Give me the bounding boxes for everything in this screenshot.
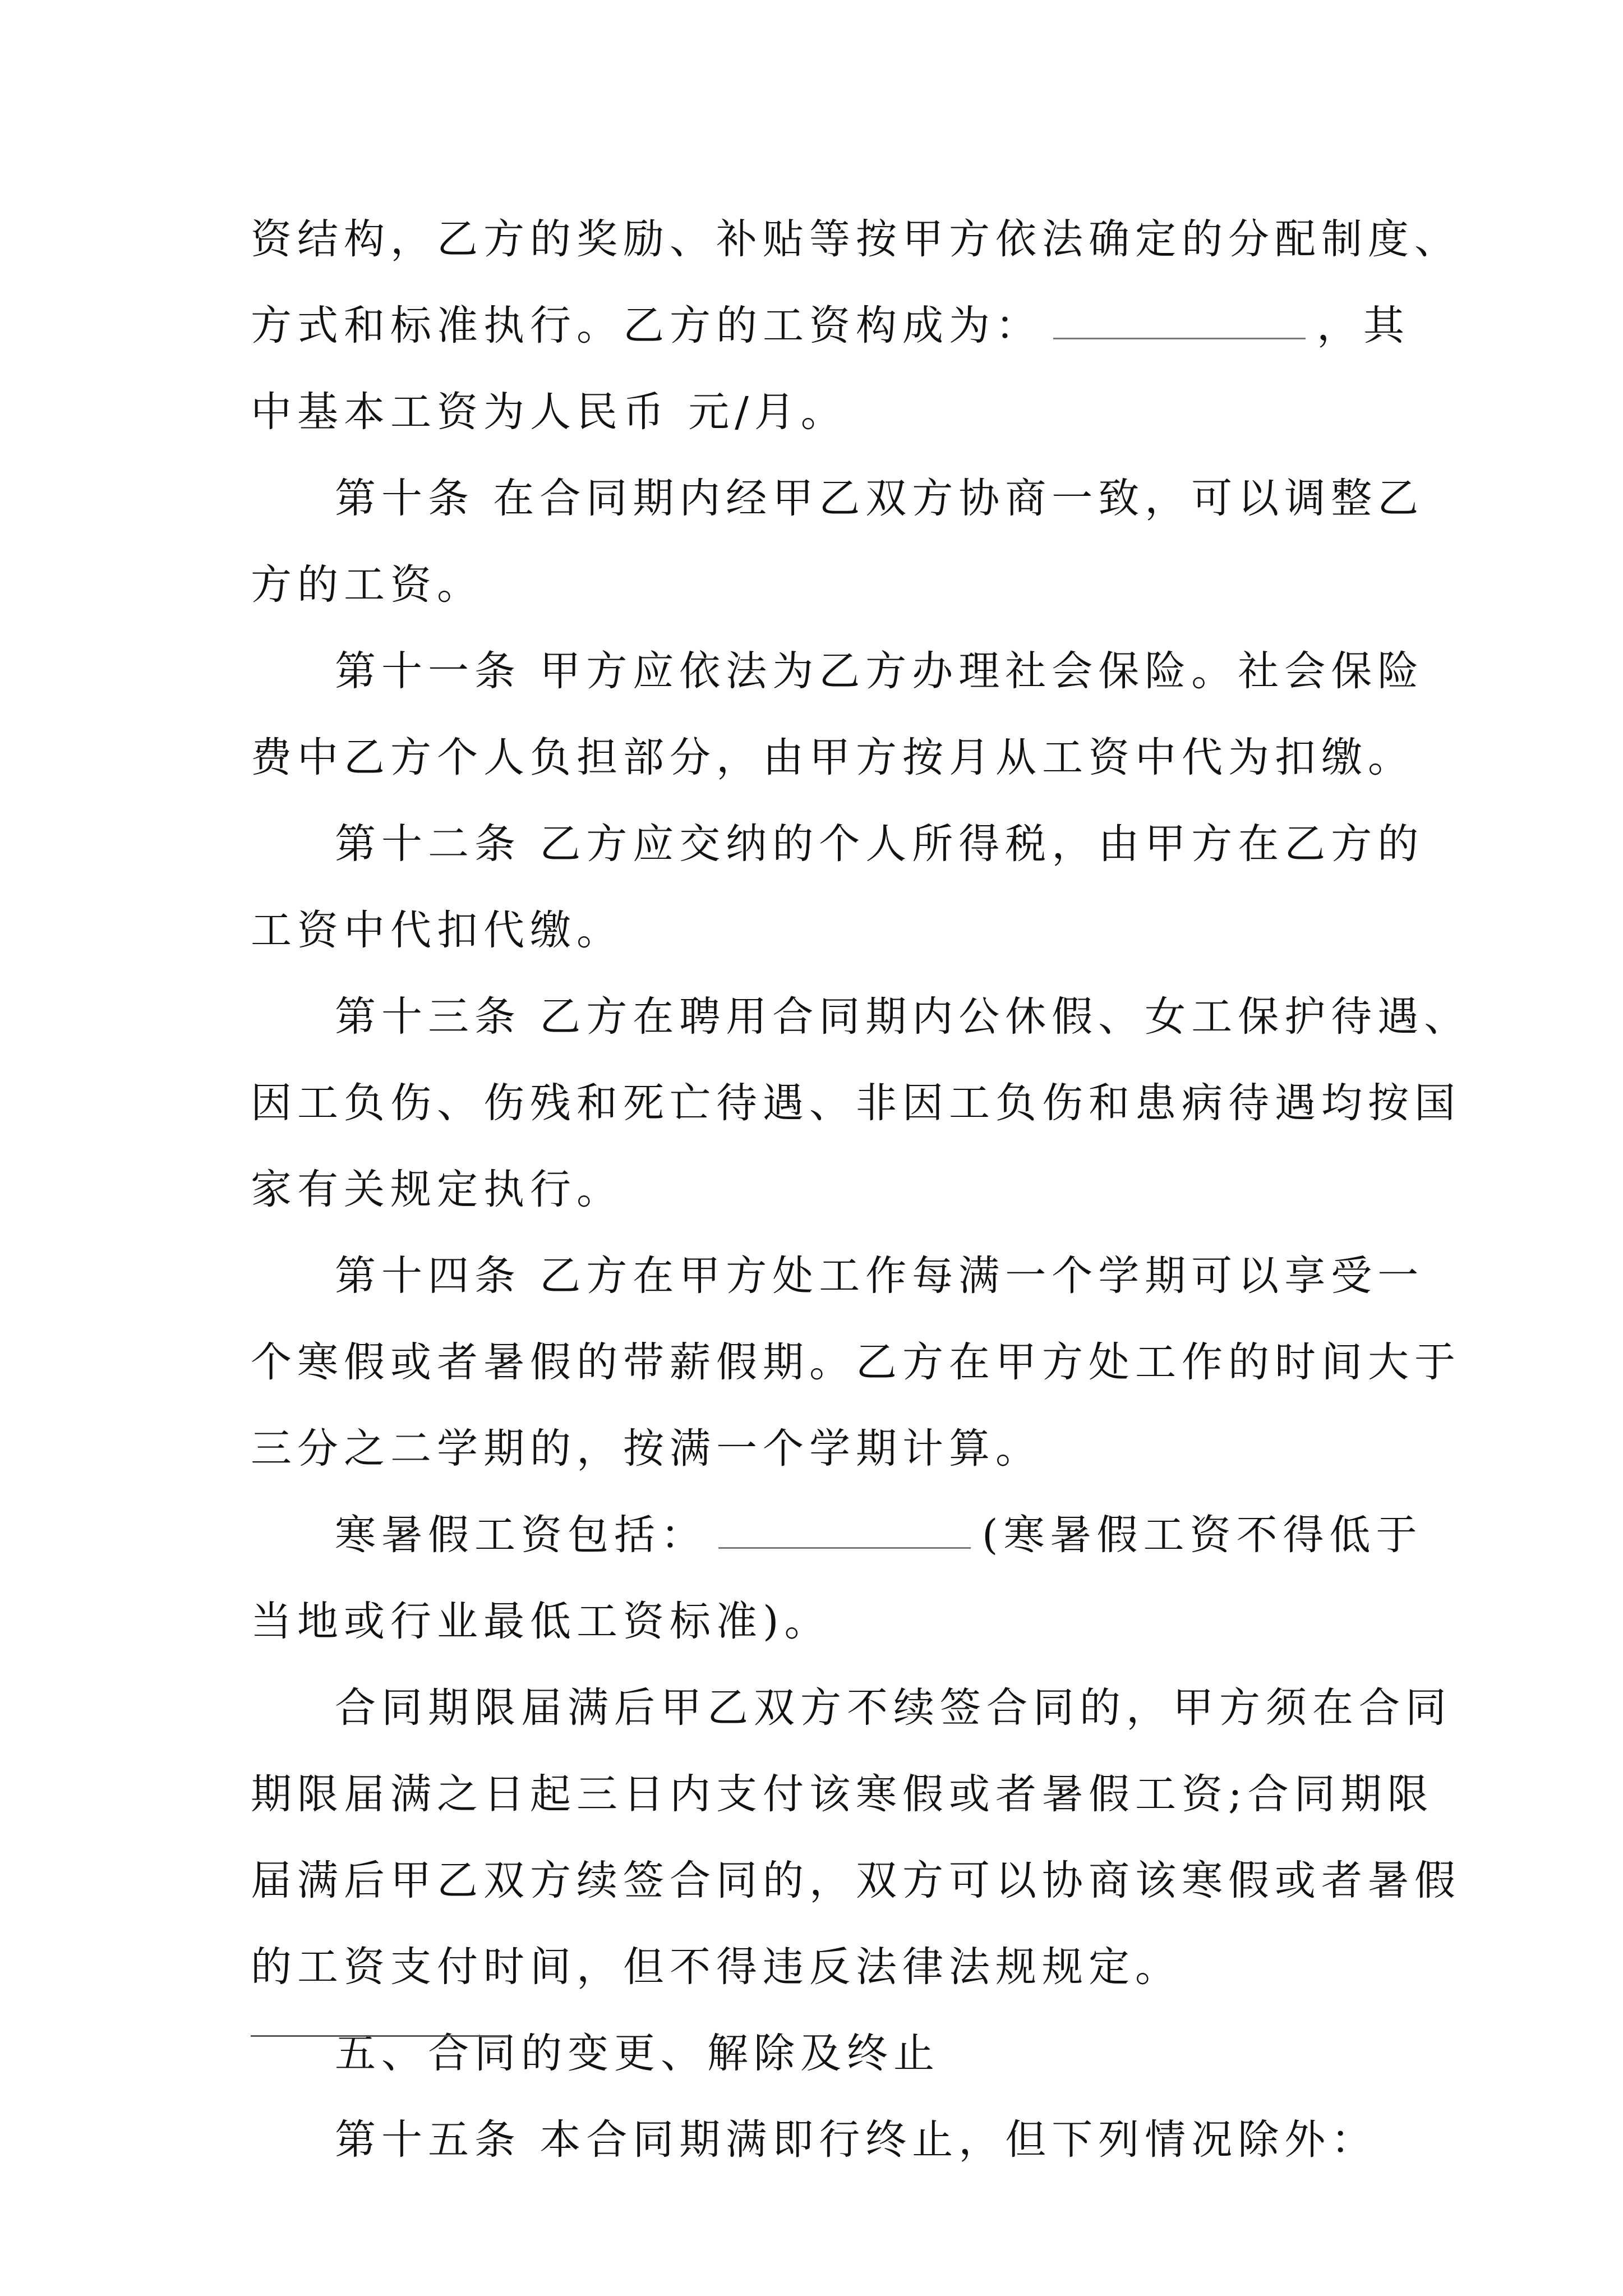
document-body <box>251 196 1471 2183</box>
line-text: 五、合同的变更、解除及终止 <box>335 2030 940 2077</box>
line-text: 方的工资。 <box>251 561 483 609</box>
line-text: 家有关规定执行。 <box>251 1166 623 1213</box>
text-line <box>251 1838 1461 1924</box>
text-line <box>251 1492 1423 1579</box>
line-text: 个寒假或者暑假的带薪假期。乙方在甲方处工作的时间大于 <box>251 1338 1461 1386</box>
line-text: 当地或行业最低工资标准)。 <box>251 1598 831 1645</box>
text-line <box>251 283 1410 369</box>
text-line <box>251 1924 1406 2010</box>
line-text: 第十条 在合同期内经甲乙双方协商一致，可以调整乙 <box>335 475 1424 522</box>
text-line <box>251 715 1414 801</box>
fill-in-blank <box>1053 298 1306 339</box>
text-line <box>251 2097 1406 2183</box>
line-text-after-blank: ，其 <box>1317 302 1410 349</box>
fill-in-blank <box>718 1508 971 1549</box>
text-line <box>251 1751 1434 1838</box>
line-text: 合同期限届满后甲乙双方不续签合同的，甲方须在合同 <box>335 1684 1452 1732</box>
line-text: 三分之二学期的，按满一个学期计算。 <box>251 1425 1042 1473</box>
line-text: 中基本工资为人民币 元/月。 <box>251 388 847 436</box>
line-text: 的工资支付时间，但不得违反法律法规规定。 <box>251 1943 1182 1991</box>
footnote-divider <box>251 2035 509 2037</box>
text-line <box>251 196 1461 283</box>
text-line <box>251 455 1424 542</box>
line-text: 期限届满之日起三日内支付该寒假或者暑假工资;合同期限 <box>251 1770 1434 1818</box>
text-line <box>251 1579 1406 1665</box>
text-line <box>251 974 1471 1060</box>
text-line <box>251 542 1406 628</box>
text-line <box>251 1665 1452 1751</box>
line-text: 方式和标准执行。乙方的工资构成为： <box>251 302 1042 349</box>
text-line <box>251 1060 1461 1147</box>
text-line <box>251 887 1406 974</box>
line-text: 资结构，乙方的奖励、补贴等按甲方依法确定的分配制度、 <box>251 215 1461 263</box>
line-text: 第十三条 乙方在聘用合同期内公休假、女工保护待遇、 <box>335 993 1471 1041</box>
line-text: 届满后甲乙双方续签合同的，双方可以协商该寒假或者暑假 <box>251 1857 1461 1904</box>
line-text: 工资中代扣代缴。 <box>251 907 623 954</box>
text-line <box>251 369 1406 455</box>
text-line <box>251 801 1424 887</box>
text-line <box>251 628 1424 715</box>
line-text: 第十二条 乙方应交纳的个人所得税，由甲方在乙方的 <box>335 820 1424 868</box>
text-line <box>251 1147 1406 1233</box>
line-text: 第十四条 乙方在甲方处工作每满一个学期可以享受一 <box>335 1252 1424 1300</box>
line-text: 因工负伤、伤残和死亡待遇、非因工负伤和患病待遇均按国 <box>251 1079 1461 1127</box>
section-heading <box>251 2010 1406 2097</box>
text-line <box>251 1233 1424 1319</box>
line-text: 寒暑假工资包括： <box>335 1511 707 1559</box>
line-text-after-blank: (寒暑假工资不得低于 <box>982 1511 1423 1559</box>
line-text: 第十五条 本合同期满即行终止，但下列情况除外： <box>335 2116 1378 2164</box>
text-line <box>251 1319 1461 1406</box>
line-text: 费中乙方个人负担部分，由甲方按月从工资中代为扣缴。 <box>251 734 1414 781</box>
line-text: 第十一条 甲方应依法为乙方办理社会保险。社会保险 <box>335 647 1424 695</box>
text-line <box>251 1406 1406 1492</box>
